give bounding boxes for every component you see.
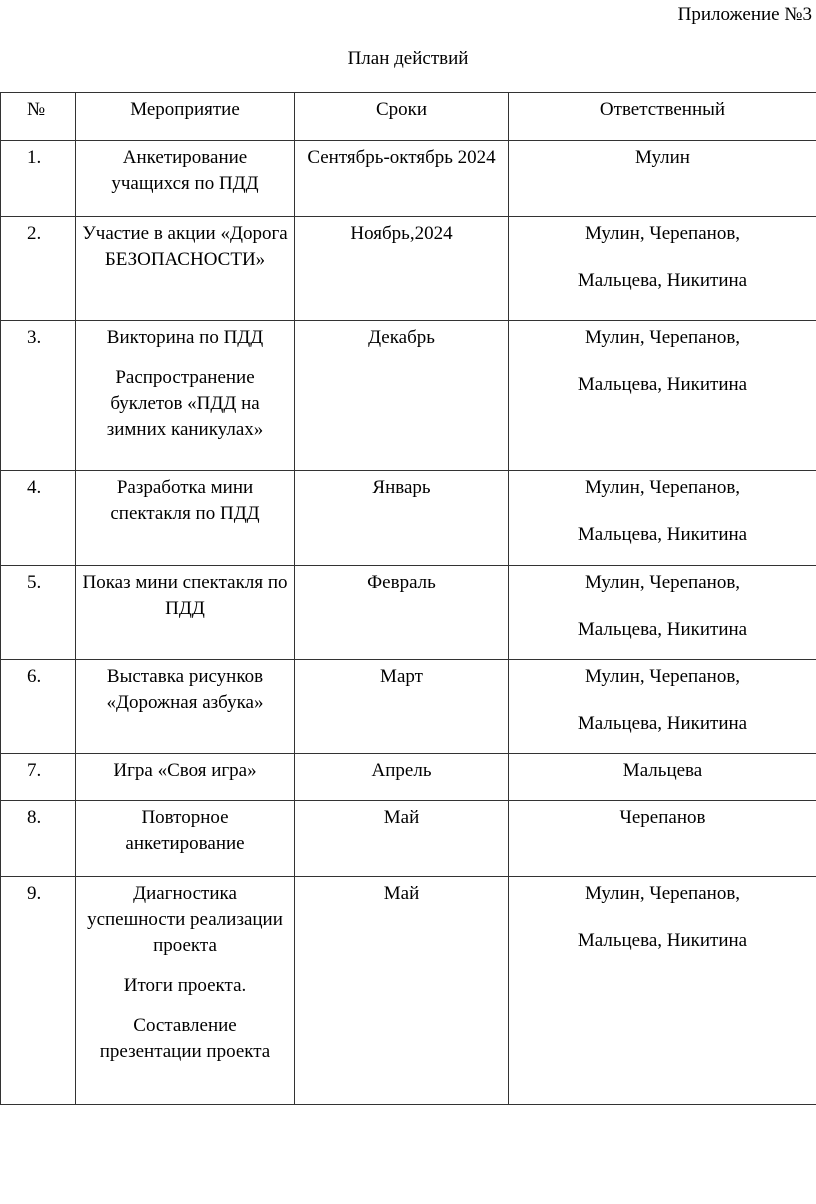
term-cell: Декабрь xyxy=(295,321,509,471)
term-cell: Май xyxy=(295,877,509,1105)
table-header-row xyxy=(1,93,816,141)
event-text: Викторина по ПДД xyxy=(106,327,264,348)
event-cell xyxy=(76,471,295,566)
responsible-text: Мулин, Черепанов, xyxy=(584,883,741,904)
table-row xyxy=(1,321,816,471)
table-row xyxy=(1,877,816,1105)
responsible-text: Мулин, Черепанов, xyxy=(584,572,741,593)
event-text: Итоги проекта. xyxy=(123,975,247,996)
row-number: 2. xyxy=(1,217,76,321)
responsible-text: Черепанов xyxy=(619,807,706,828)
table-row xyxy=(1,801,816,877)
responsible-cell xyxy=(509,566,816,660)
term-cell: Январь xyxy=(295,471,509,566)
event-cell xyxy=(76,321,295,471)
column-header-event: Мероприятие xyxy=(76,93,295,141)
responsible-cell xyxy=(509,217,816,321)
event-text: Распространение буклетов «ПДД на зимних каникулах» xyxy=(106,367,264,440)
event-text: Выставка рисунков «Дорожная азбука» xyxy=(106,666,264,713)
table-row xyxy=(1,141,816,217)
table-row xyxy=(1,754,816,801)
column-header-number: № xyxy=(1,93,76,141)
term-cell: Февраль xyxy=(295,566,509,660)
row-number: 9. xyxy=(1,877,76,1105)
table-row xyxy=(1,217,816,321)
term-cell: Сентябрь-октябрь 2024 xyxy=(295,141,509,217)
responsible-text: Мулин xyxy=(635,147,690,168)
responsible-text: Мальцева, Никитина xyxy=(577,619,748,640)
event-text: Участие в акции «Дорога БЕЗОПАСНОСТИ» xyxy=(82,223,288,270)
row-number: 8. xyxy=(1,801,76,877)
event-text: Повторное анкетирование xyxy=(125,807,245,854)
event-cell xyxy=(76,660,295,754)
responsible-cell xyxy=(509,471,816,566)
responsible-text: Мальцева, Никитина xyxy=(577,524,748,545)
row-number: 6. xyxy=(1,660,76,754)
responsible-cell xyxy=(509,321,816,471)
table-row xyxy=(1,660,816,754)
event-cell xyxy=(76,217,295,321)
responsible-text: Мальцева, Никитина xyxy=(577,270,748,291)
event-text: Показ мини спектакля по ПДД xyxy=(82,572,288,619)
responsible-text: Мулин, Черепанов, xyxy=(584,327,741,348)
row-number: 5. xyxy=(1,566,76,660)
responsible-cell xyxy=(509,754,816,801)
row-number: 3. xyxy=(1,321,76,471)
row-number: 4. xyxy=(1,471,76,566)
responsible-text: Мальцева, Никитина xyxy=(577,374,748,395)
term-cell: Март xyxy=(295,660,509,754)
term-cell: Апрель xyxy=(295,754,509,801)
event-cell xyxy=(76,877,295,1105)
responsible-cell xyxy=(509,141,816,217)
responsible-cell xyxy=(509,660,816,754)
event-cell xyxy=(76,801,295,877)
column-header-term: Сроки xyxy=(295,93,509,141)
responsible-text: Мальцева, Никитина xyxy=(577,713,748,734)
responsible-cell xyxy=(509,877,816,1105)
event-cell xyxy=(76,566,295,660)
row-number: 1. xyxy=(1,141,76,217)
responsible-text: Мулин, Черепанов, xyxy=(584,666,741,687)
responsible-text: Мулин, Черепанов, xyxy=(584,223,741,244)
event-text: Диагностика успешности реализации проекта xyxy=(87,883,283,956)
page-title: План действий xyxy=(347,48,469,69)
event-text: Разработка мини спектакля по ПДД xyxy=(110,477,260,524)
column-header-responsible: Ответственный xyxy=(509,93,816,141)
event-text: Анкетирование учащихся по ПДД xyxy=(111,147,259,194)
row-number: 7. xyxy=(1,754,76,801)
responsible-text: Мулин, Черепанов, xyxy=(584,477,741,498)
responsible-text: Мальцева, Никитина xyxy=(577,930,748,951)
term-cell: Май xyxy=(295,801,509,877)
event-cell xyxy=(76,141,295,217)
event-text: Игра «Своя игра» xyxy=(113,760,257,781)
action-plan-table xyxy=(0,92,816,1105)
table-row xyxy=(1,471,816,566)
responsible-cell xyxy=(509,801,816,877)
table-row xyxy=(1,566,816,660)
responsible-text: Мальцева xyxy=(622,760,703,781)
appendix-label: Приложение №3 xyxy=(677,4,812,25)
event-text: Составление презентации проекта xyxy=(99,1015,271,1062)
event-cell xyxy=(76,754,295,801)
term-cell: Ноябрь,2024 xyxy=(295,217,509,321)
